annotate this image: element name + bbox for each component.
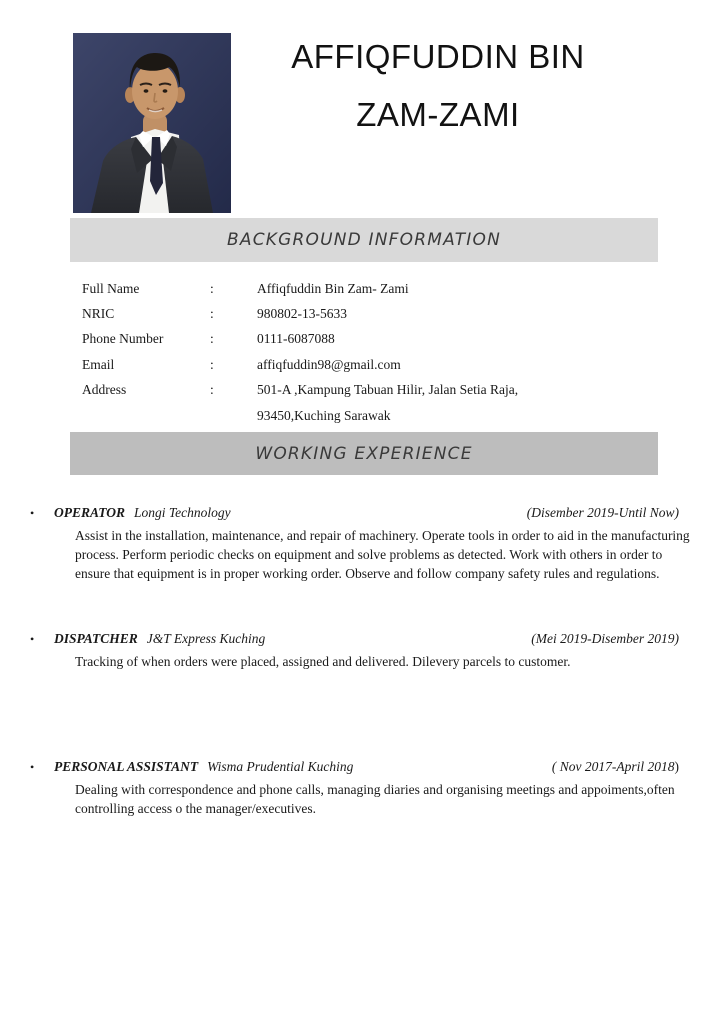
background-information-fields bbox=[82, 276, 648, 428]
field-separator: : bbox=[210, 280, 214, 296]
company-name: Wisma Prudential Kuching bbox=[207, 759, 354, 774]
portrait-photo-illustration bbox=[73, 33, 231, 213]
field-separator: : bbox=[210, 382, 214, 398]
experience-entry-personal-assistant bbox=[30, 757, 679, 818]
job-title: PERSONAL ASSISTANT bbox=[54, 759, 199, 774]
field-value: 980802-13-5633 bbox=[257, 306, 347, 322]
field-value: affiqfuddin98@gmail.com bbox=[257, 356, 401, 372]
field-row-address bbox=[82, 378, 648, 403]
bullet-icon: • bbox=[30, 760, 35, 774]
job-title: OPERATOR bbox=[54, 505, 126, 520]
field-value: 501-A ,Kampung Tabuan Hilir, Jalan Setia Raja, bbox=[257, 382, 519, 398]
job-date-range: (Mei 2019-Disember 2019) bbox=[531, 631, 679, 646]
bullet-icon: • bbox=[30, 506, 35, 520]
field-value: 0111-6087088 bbox=[257, 331, 335, 347]
section-title-text: BACKGROUND INFORMATION bbox=[227, 230, 501, 250]
portrait-photo bbox=[73, 33, 231, 213]
field-separator: : bbox=[210, 331, 214, 347]
field-separator: : bbox=[210, 356, 214, 372]
experience-entry-dispatcher bbox=[30, 629, 679, 671]
company-name: J&T Express Kuching bbox=[146, 631, 266, 646]
field-label: Address bbox=[82, 382, 127, 398]
experience-entry-heading bbox=[30, 757, 679, 777]
bullet-icon: • bbox=[30, 632, 35, 646]
working-experience-list bbox=[30, 495, 690, 818]
field-label: Email bbox=[82, 356, 115, 372]
experience-entry-heading bbox=[30, 503, 679, 523]
field-value: Affiqfuddin Bin Zam- Zami bbox=[257, 280, 409, 296]
section-title-working-experience bbox=[70, 432, 658, 475]
candidate-name-line1: AFFIQFUDDIN BIN bbox=[291, 38, 585, 75]
job-description: Dealing with correspondence and phone calls, managing diaries and organising meetings and appoiments,often controlling access o the manager/executives. bbox=[75, 782, 675, 816]
candidate-name-line2: ZAM-ZAMI bbox=[356, 96, 520, 133]
field-value: 93450,Kuching Sarawak bbox=[257, 407, 391, 423]
field-row-phone-number bbox=[82, 327, 648, 352]
section-title-background-information bbox=[70, 218, 658, 262]
field-label: Full Name bbox=[82, 280, 140, 296]
job-description: Assist in the installation, maintenance, and repair of machinery. Operate tools in order to aid in the manufacturing process. Perform periodic checks on equipment and solve problems as detected. Work with others in order to ensure that equipment is in proper working order. Observe and follow company safety rules and regulations. bbox=[75, 528, 690, 581]
field-label: Phone Number bbox=[82, 331, 164, 347]
job-title: DISPATCHER bbox=[54, 631, 138, 646]
candidate-name bbox=[238, 28, 638, 144]
job-date-range: ( Nov 2017-April 2018) bbox=[551, 759, 679, 774]
field-row-email bbox=[82, 352, 648, 377]
company-name: Longi Technology bbox=[134, 505, 231, 520]
job-date-range: (Disember 2019-Until Now) bbox=[526, 505, 679, 520]
experience-entry-heading bbox=[30, 629, 679, 649]
section-title-text: WORKING EXPERIENCE bbox=[255, 443, 473, 464]
field-row-address-line2 bbox=[82, 403, 648, 428]
field-row-nric bbox=[82, 301, 648, 326]
job-description: Tracking of when orders were placed, assigned and delivered. Dilevery parcels to customer. bbox=[75, 654, 571, 669]
field-row-full-name bbox=[82, 276, 648, 301]
field-separator: : bbox=[210, 306, 214, 322]
field-label: NRIC bbox=[82, 306, 115, 322]
experience-entry-operator bbox=[30, 503, 690, 583]
